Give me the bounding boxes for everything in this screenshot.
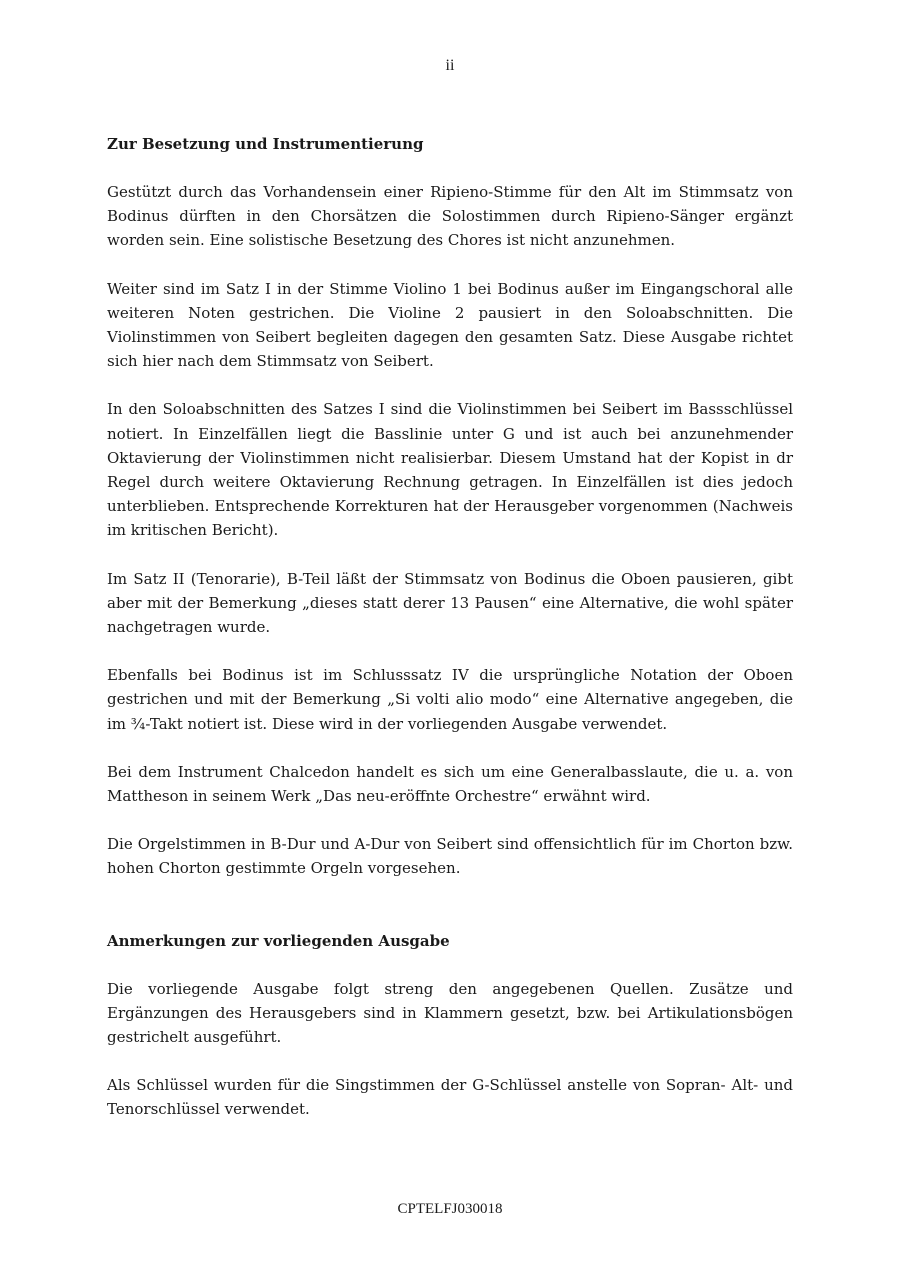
- section-heading-instrumentation: Zur Besetzung und Instrumentierung: [107, 135, 424, 153]
- paragraph: Bei dem Instrument Chalcedon handelt es sich um eine Generalbasslaute, die u. a. von Mattheson in seinem Werk „Das neu-eröffnte Orchestre“ erwähnt wird.: [107, 762, 793, 806]
- document-code-footer: CPTELFJ030018: [397, 1201, 503, 1217]
- section-heading-edition-notes: Anmerkungen zur vorliegenden Ausgabe: [107, 931, 450, 950]
- paragraph: Im Satz II (Tenorarie), B-Teil läßt der Stimmsatz von Bodinus die Oboen pausieren, gibt aber mit der Bemerkung „dieses statt derer 13 Pausen“ eine Alternative, die wohl später nachgetragen wurde.: [107, 569, 793, 637]
- paragraph: Die vorliegende Ausgabe folgt streng den angegebenen Quellen. Zusätze und Ergänzungen des Herausgebers sind in Klammern gesetzt, bzw. bei Artikulationsbögen gestrichelt ausgeführt.: [107, 979, 793, 1047]
- paragraph: In den Soloabschnitten des Satzes I sind die Violinstimmen bei Seibert im Bassschlüssel notiert. In Einzelfällen liegt die Basslinie unter G und ist auch bei anzunehmender Oktavierung der Violinstimmen nicht realisierbar. Diesem Umstand hat der Kopist in dr Regel durch weitere Oktavierung Rechnung getragen. In Einzelfällen ist dies jedoch unterblieben. Entsprechende Korrekturen hat der Herausgeber vorgenommen (Nachweis im kritischen Bericht).: [107, 400, 793, 540]
- paragraph: Als Schlüssel wurden für die Singstimmen der G-Schlüssel anstelle von Sopran- Alt- und Tenorschlüssel verwendet.: [107, 1076, 793, 1119]
- page-number: ii: [445, 57, 455, 74]
- paragraph: Gestützt durch das Vorhandensein einer Ripieno-Stimme für den Alt im Stimmsatz von Bodinus dürften in den Chorsätzen die Solostimmen durch Ripieno-Sänger ergänzt worden sein. Eine solistische Besetzung des Chores ist nicht anzunehmen.: [107, 183, 793, 250]
- paragraph: Weiter sind im Satz I in der Stimme Violino 1 bei Bodinus außer im Eingangschoral alle weiteren Noten gestrichen. Die Violine 2 pausiert in den Soloabschnitten. Die Violinstimmen von Seibert begleiten dagegen den gesamten Satz. Diese Ausgabe richtet sich hier nach dem Stimmsatz von Seibert.: [107, 279, 793, 371]
- paragraph: Die Orgelstimmen in B-Dur und A-Dur von Seibert sind offensichtlich für im Chorton bzw. hohen Chorton gestimmte Orgeln vorgesehen.: [107, 835, 793, 878]
- page-content: [107, 132, 793, 1122]
- paragraph: Ebenfalls bei Bodinus ist im Schlusssatz IV die ursprüngliche Notation der Oboen gestrichen und mit der Bemerkung „Si volti alio modo“ eine Alternative angegeben, die im ¾-Takt notiert ist. Diese wird in der vorliegenden Ausgabe verwendet.: [107, 666, 793, 733]
